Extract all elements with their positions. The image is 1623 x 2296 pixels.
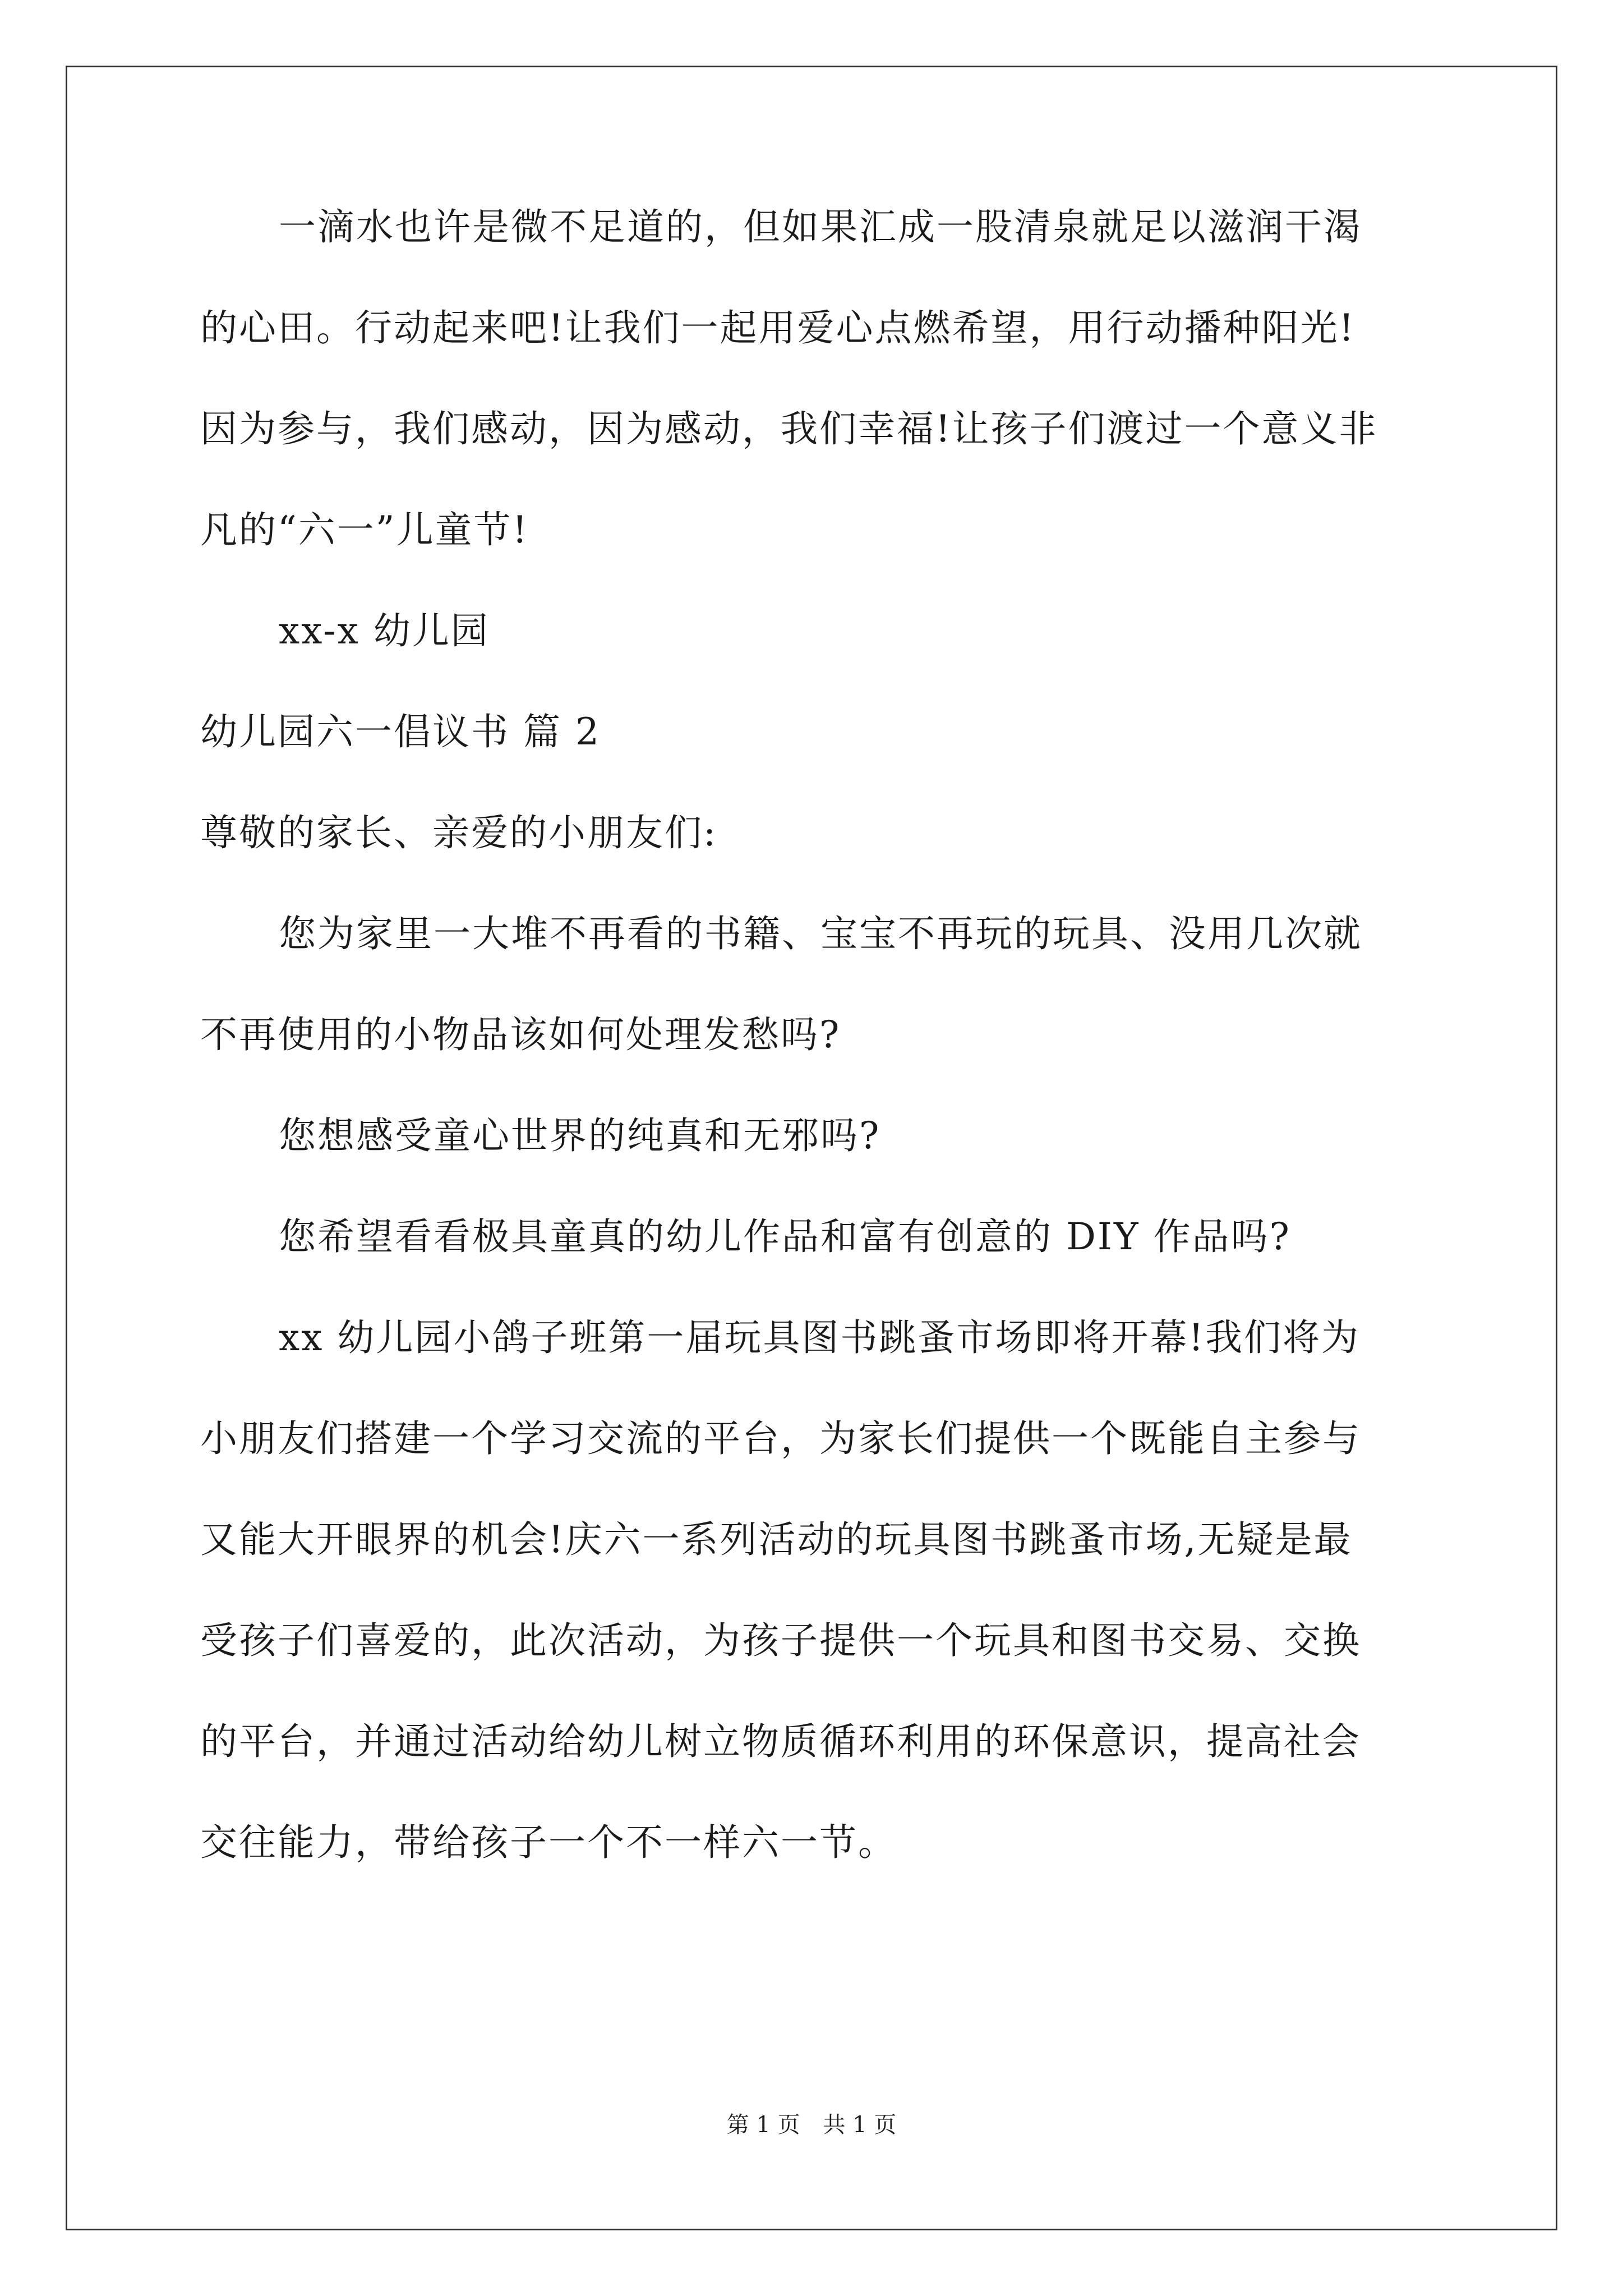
paragraph-line: 一滴水也许是微不足道的，但如果汇成一股清泉就足以滋润干渴 <box>279 205 1362 249</box>
paragraph-line: 交往能力，带给孩子一个不一样六一节。 <box>200 1821 897 1864</box>
paragraph-line: 的心田。行动起来吧!让我们一起用爱心点燃希望，用行动播种阳光! <box>200 306 1356 349</box>
paragraph-line: 的平台，并通过活动给幼儿树立物质循环利用的环保意识，提高社会 <box>200 1720 1361 1763</box>
paragraph-line: 您希望看看极具童真的幼儿作品和富有创意的 DIY 作品吗? <box>279 1215 1291 1258</box>
paragraph-line: xx 幼儿园小鸽子班第一届玩具图书跳蚤市场即将开幕!我们将为 <box>279 1316 1360 1359</box>
paragraph-line: 小朋友们搭建一个学习交流的平台，为家长们提供一个既能自主参与 <box>200 1417 1361 1460</box>
paragraph-line: 又能大开眼界的机会!庆六一系列活动的玩具图书跳蚤市场,无疑是最 <box>200 1518 1353 1561</box>
paragraph-line: 您想感受童心世界的纯真和无邪吗? <box>279 1114 881 1157</box>
paragraph-line: 受孩子们喜爱的，此次活动，为孩子提供一个玩具和图书交易、交换 <box>200 1619 1361 1662</box>
page-number-current: 第 1 页 <box>726 2112 800 2138</box>
page-number-total: 共 1 页 <box>823 2112 897 2138</box>
signature-line: xx-x 幼儿园 <box>279 609 490 652</box>
section-heading: 幼儿园六一倡议书 篇 2 <box>200 710 601 753</box>
paragraph-line: 您为家里一大堆不再看的书籍、宝宝不再玩的玩具、没用几次就 <box>279 912 1362 955</box>
page-footer <box>0 2111 1623 2139</box>
paragraph-line: 不再使用的小物品该如何处理发愁吗? <box>200 1013 841 1056</box>
salutation: 尊敬的家长、亲爱的小朋友们: <box>200 811 718 854</box>
paragraph-line: 因为参与，我们感动，因为感动，我们幸福!让孩子们渡过一个意义非 <box>200 407 1378 450</box>
paragraph-line: 凡的“六一”儿童节! <box>200 508 529 551</box>
